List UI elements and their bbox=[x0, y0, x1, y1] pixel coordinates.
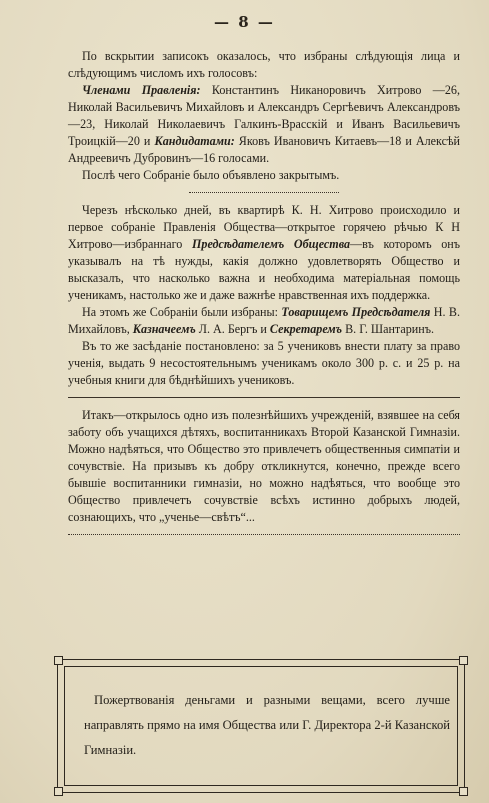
label-secretary: Секретаремъ bbox=[269, 322, 343, 336]
text-candidates: Яковъ Ивановичъ Китаевъ—18 и Алексѣй Андреевичъ Дубровинъ—16 голосами. bbox=[68, 134, 460, 165]
paragraph-conclusion: Итакъ—открылось одно изъ полезнѣйшихъ учрежденій, взявшее на себя заботу объ учащихся дѣтяхъ, воспитанникахъ Второй Казанской Гимназіи. Можно надѣяться, что Общество это привлечетъ общественныя симпатіи и сочувствіе. На призывъ къ добру откликнутся, конечно, прежде всего бывшіе воспитанники гимназіи, но можно надѣяться, что вообще это Общество привлечетъ сочувствіе всѣхъ истинно добрыхъ людей, сознающихъ, что „ученье—свѣтъ“... bbox=[68, 408, 460, 524]
paragraph-first-board-meeting bbox=[68, 202, 460, 304]
text-officers-c: Л. А. Бергъ и bbox=[195, 322, 270, 336]
donation-notice-frame bbox=[57, 659, 465, 793]
paragraph-elected-members bbox=[68, 82, 460, 167]
frame-corner-ornament bbox=[459, 787, 468, 796]
section-divider bbox=[189, 192, 339, 193]
frame-corner-ornament bbox=[54, 656, 63, 665]
section-divider-rule bbox=[68, 397, 460, 398]
paragraph-officers-elected bbox=[68, 304, 460, 338]
text-officers-a: На этомъ же Собраніи были избраны: bbox=[82, 305, 282, 319]
page-number: — 8 — bbox=[214, 13, 275, 31]
dotted-rule bbox=[68, 534, 460, 535]
label-board-members: Членами Правленія: bbox=[82, 83, 201, 97]
label-treasurer: Казначеемъ bbox=[132, 322, 196, 336]
donation-notice-text: Пожертвованія деньгами и разными вещами, всего лучше направлять прямо на имя Общества или Г. Директора 2-й Казанской Гимназіи. bbox=[84, 693, 450, 757]
label-vice-chairman: Товарищемъ Предсѣдателя bbox=[281, 305, 431, 319]
frame-corner-ornament bbox=[54, 787, 63, 796]
paragraph-resolution: Въ то же засѣданіе постановлено: за 5 учениковъ внести плату за право ученія, выдать 9 несостоятельнымъ ученикамъ около 300 р. с. и 25 р. на учебныя книги для бѣднѣйшихъ учениковъ. bbox=[68, 339, 460, 387]
document-body bbox=[68, 48, 460, 535]
text-first-meeting-b: —въ которомъ онъ указывалъ на тѣ нужды, какія должно удовлетворять Общество и высказалъ, что насколько важна и необходима матеріальная помощь ученикамъ, настолько же и даже важнѣе нравственная ихъ поддержка. bbox=[68, 237, 460, 302]
text-officers-b: Н. В. Михайловъ, bbox=[68, 305, 460, 336]
text-board-members: Константинъ Никаноровичъ Хитрово —26, Николай Васильевичъ Михайловъ и Александръ Сергѣевичъ Александровъ—23, Николай Николаевичъ Галкинъ-Врасскій и Иванъ Васильевичъ Троицкій—20 и bbox=[68, 83, 460, 148]
paragraph-election-results: По вскрытии записокъ оказалось, что избраны слѣдующія лица и слѣдующимъ числомъ ихъ голосовъ: bbox=[68, 49, 460, 80]
paragraph-meeting-closed: Послѣ чего Собраніе было объявлено закрытымъ. bbox=[82, 168, 340, 182]
label-chairman: Предсѣдателемъ Общества bbox=[191, 237, 351, 251]
text-first-meeting-a: Черезъ нѣсколько дней, въ квартирѣ К. Н. Хитрово происходило и первое собраніе Правленія Общества—открытое горячею рѣчью К Н Хитрово—избраннаго bbox=[68, 203, 460, 251]
frame-corner-ornament bbox=[459, 656, 468, 665]
text-officers-d: В. Г. Шантаринъ. bbox=[342, 322, 434, 336]
label-candidates: Кандидатами: bbox=[154, 134, 235, 148]
